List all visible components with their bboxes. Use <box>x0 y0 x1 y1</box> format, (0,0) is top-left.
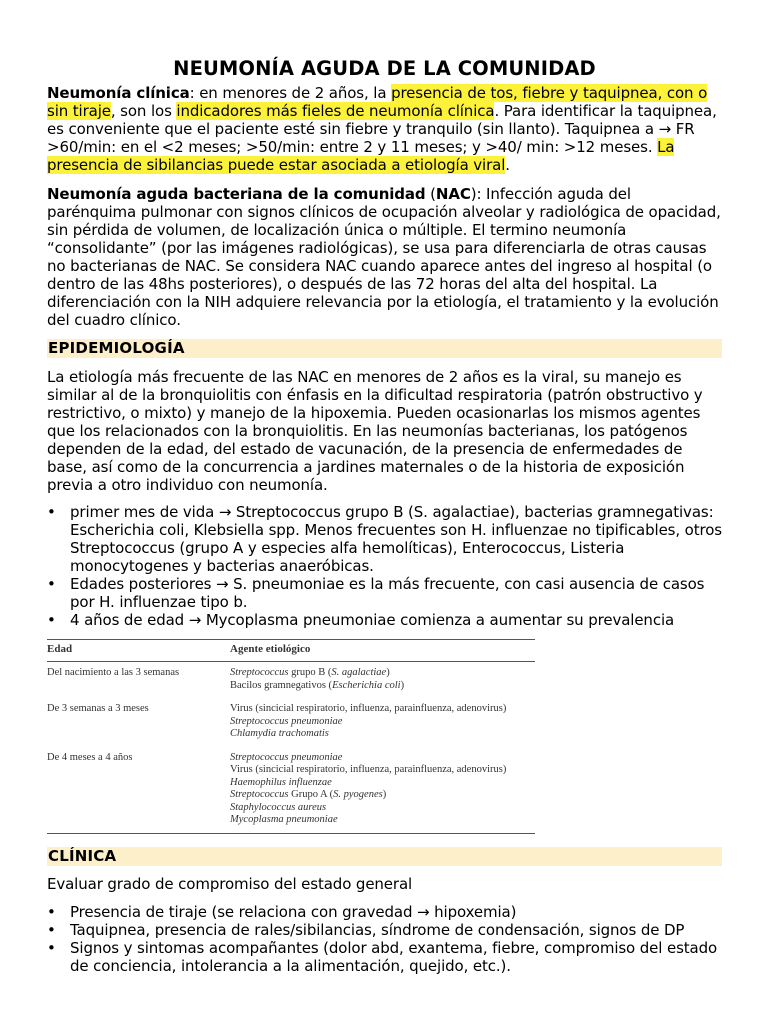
table-cell-agents <box>230 747 535 834</box>
table-cell-age: De 3 semanas a 3 meses <box>47 703 149 714</box>
term-neumonia-clinica: Neumonía clínica <box>47 84 190 102</box>
bullet-icon: • <box>47 920 56 939</box>
bullet-icon: • <box>47 902 56 921</box>
epidemiologia-bullet-list <box>47 503 722 629</box>
agent-text: S. agalactiae <box>331 667 387 678</box>
list-item-text: Taquipnea, presencia de rales/sibilancias, síndrome de condensación, signos de DP <box>70 920 685 939</box>
table-cell-agents <box>230 662 535 699</box>
spacer <box>47 893 722 903</box>
page-title: NEUMONÍA AGUDA DE LA COMUNIDAD <box>173 57 596 80</box>
text-span: , son los <box>110 102 177 120</box>
list-item <box>47 611 722 629</box>
list-item <box>47 921 722 939</box>
agent-text: Streptococcus <box>230 667 289 678</box>
paragraph-clinica-intro: Evaluar grado de compromiso del estado general <box>47 874 413 893</box>
text-span: ): Infección aguda del parénquima pulmonar con signos clínicos de ocupación alveolar y radiológica de opacidad, sin pérdida de volumen, de localización única o múltiple. El termino neumonía “consolidante” (por las imágenes radiológicas), se usa para diferenciarla de otras causas no bacterianas de NAC. Se considera NAC cuando aparece antes del ingreso al hospital (o dentro de las 48hs posteriores), o después de las 72 horas del alta del hospital. La diferenciación con la NIH adquiere relevancia por la etiología, el tratamiento y la evolución del cuadro clínico. <box>47 185 721 329</box>
list-item <box>47 575 722 611</box>
agent-line: Mycoplasma pneumoniae <box>230 814 338 825</box>
spacer <box>47 494 722 503</box>
table-row <box>47 747 535 834</box>
clinica-bullet-list <box>47 903 722 975</box>
spacer <box>47 174 722 185</box>
list-item-text: Signos y sintomas acompañantes (dolor abd, exantema, fiebre, compromiso del estado de conciencia, intolerancia a la alimentación, quejido, etc.). <box>70 938 718 975</box>
agent-text: ) <box>382 789 387 800</box>
agent-text: Escherichia coli <box>332 679 401 691</box>
agent-text: Grupo A ( <box>288 789 334 800</box>
spacer <box>47 358 722 368</box>
text-span: . Para identificar la taquipnea, es conveniente que el paciente esté sin fiebre y tranquilo (sin llanto). Taquipnea a → FR >60/min: en el <2 meses; >50/min: entre 2 y 11 meses; y >40/ min: >12 meses. <box>47 102 717 156</box>
etiology-table <box>47 639 535 834</box>
agent-text: ) <box>386 667 390 678</box>
agent-line <box>230 789 535 802</box>
table-cell-age: De 4 meses a 4 años <box>47 747 230 834</box>
agent-line: Streptococcus pneumoniae <box>230 751 343 763</box>
section-heading-epidemiologia: EPIDEMIOLOGÍA <box>47 339 722 358</box>
agent-line: Staphylococcus aureus <box>230 801 327 813</box>
list-item <box>47 503 722 575</box>
agent-line: Virus (sincicial respiratorio, influenza, parainfluenza, adenovirus) <box>230 764 507 775</box>
paragraph-epidemiologia: La etiología más frecuente de las NAC en menores de 2 años es la viral, su manejo es similar al de la bronquiolitis con énfasis en la dificultad respiratoria (patrón obstructivo y restrictivo, o mixto) y manejo de la hipoxemia. Pueden ocasionarlas los mismos agentes que los relacionados con la bronquiolitis. En las neumonías bacterianas, los patógenos dependen de la edad, del estado de vacunación, de la presencia de enfermedades de base, así como de la concurrencia a jardines maternales o de la historia de exposición previa a otro individuo con neumonía. <box>47 368 703 494</box>
agent-line: Streptococcus pneumoniae <box>230 715 343 727</box>
section-heading-clinica: CLÍNICA <box>47 847 722 866</box>
text-span: ( <box>425 185 436 203</box>
agent-line: Chlamydia trachomatis <box>230 728 329 739</box>
agent-text: S. pyogenes <box>333 789 383 800</box>
agent-text: ) <box>400 679 405 691</box>
table-row <box>47 698 535 747</box>
abbr-nac: NAC <box>435 185 471 203</box>
spacer <box>47 329 722 339</box>
term-nac: Neumonía aguda bacteriana de la comunidad <box>47 185 426 203</box>
agent-line: Haemophilus influenzae <box>230 776 332 788</box>
table-cell-agents <box>230 698 535 747</box>
bullet-icon: • <box>47 938 56 957</box>
table-row <box>47 662 535 699</box>
agent-text: grupo B ( <box>288 667 332 678</box>
bullet-icon: • <box>47 575 56 593</box>
text-span: . <box>505 156 510 174</box>
bullet-icon: • <box>47 503 56 521</box>
spacer <box>47 834 722 847</box>
agent-line <box>230 680 535 693</box>
list-item-text: 4 años de edad → Mycoplasma pneumoniae comienza a aumentar su prevalencia <box>70 611 675 629</box>
highlight-indicadores: indicadores más fieles de neumonía clínica <box>176 102 495 120</box>
table-header-edad: Edad <box>47 640 230 662</box>
agent-text: Streptococcus <box>230 789 289 800</box>
agent-line: Virus (sincicial respiratorio, influenza, parainfluenza, adenovirus) <box>230 703 507 714</box>
list-item-text: Presencia de tiraje (se relaciona con gravedad → hipoxemia) <box>70 902 517 921</box>
list-item <box>47 939 722 975</box>
paragraph-nac <box>47 185 722 329</box>
paragraph-neumonia-clinica <box>47 84 722 174</box>
bullet-icon: • <box>47 611 56 629</box>
list-item-text: Edades posteriores → S. pneumoniae es la más frecuente, con casi ausencia de casos por H. influenzae tipo b. <box>70 575 705 611</box>
table-cell-age: Del nacimiento a las 3 semanas <box>47 667 180 678</box>
highlight-tos-fiebre-taquipnea: presencia de tos, fiebre y taquipnea, con o sin tiraje <box>47 84 708 120</box>
table-header-agente: Agente etiológico <box>230 640 535 662</box>
spacer <box>47 866 722 875</box>
agent-line <box>230 667 535 680</box>
document-page <box>47 56 722 975</box>
highlight-sibilancias: La presencia de sibilancias puede estar asociada a etiología viral <box>47 138 675 174</box>
list-item <box>47 903 722 921</box>
list-item-text: primer mes de vida → Streptococcus grupo B (S. agalactiae), bacterias gramnegativas: Escherichia coli, Klebsiella spp. Menos frecuentes son H. influenzae no tipificables, otros Streptococcus (grupo A y especies alfa hemolíticas), Enterococcus, Listeria monocytogenes y bacterias anaeróbicas. <box>70 503 722 575</box>
agent-text: Bacilos gramnegativos ( <box>230 679 333 691</box>
text-span: : en menores de 2 años, la <box>189 84 392 102</box>
